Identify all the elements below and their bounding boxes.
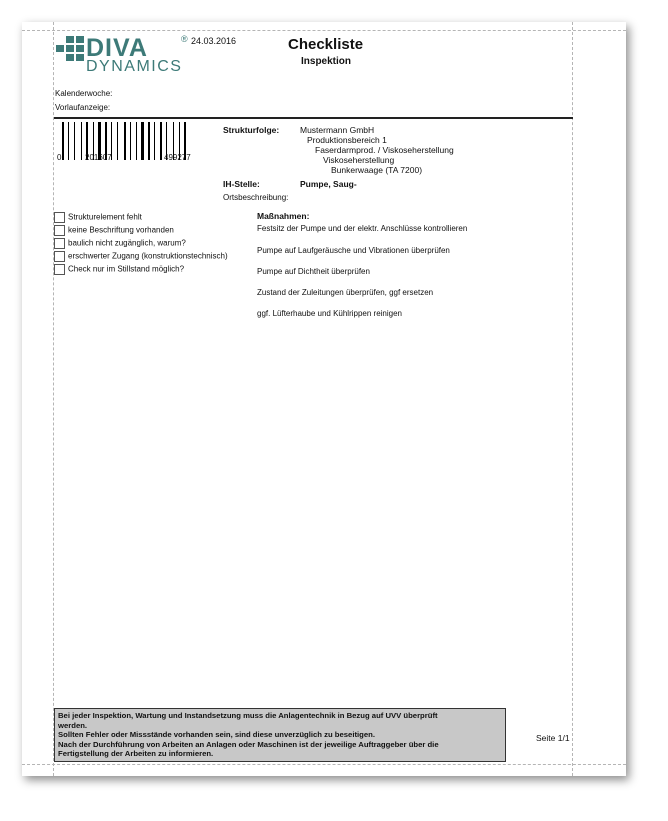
massnahme-item: Pumpe auf Laufgeräusche und Vibrationen überprüfen [257, 246, 450, 255]
guide-line [22, 764, 626, 765]
checkbox-label: erschwerter Zugang (konstruktionstechnisch) [68, 251, 228, 261]
checkbox[interactable] [54, 251, 65, 262]
massnahme-item: Zustand der Zuleitungen überprüfen, ggf ersetzen [257, 288, 434, 297]
massnahmen-label: Maßnahmen: [257, 211, 310, 221]
checkbox-label: baulich nicht zugänglich, warum? [68, 238, 186, 248]
barcode-bar [136, 122, 137, 160]
guide-line [22, 30, 626, 31]
strukturfolge-label: Strukturfolge: [223, 125, 280, 135]
report-date: 24.03.2016 [191, 36, 237, 46]
ortsbeschreibung-label: Ortsbeschreibung: [223, 193, 289, 202]
diva-dynamics-logo: DIVA ® DYNAMICS [56, 36, 186, 76]
checkbox-label: keine Beschriftung vorhanden [68, 225, 174, 235]
barcode-bar [124, 122, 126, 160]
barcode-bar [141, 122, 144, 160]
footer-line: Nach der Durchführung von Arbeiten an Anlagen oder Maschinen ist der jeweilige Auftraggeber über die [58, 739, 439, 749]
barcode-bar [117, 122, 118, 160]
barcode-bar [130, 122, 131, 160]
barcode-bar [148, 122, 150, 160]
page-title: Checkliste [288, 36, 364, 53]
footer-line: Fertigstellung der Arbeiten zu informieren. [58, 749, 214, 758]
barcode-digits-mid: 201607 [85, 153, 112, 162]
barcode-digit-left: 0 [57, 153, 62, 162]
struktur-line: Faserdarmprod. / Viskoseherstellung [315, 145, 454, 155]
struktur-line: Produktionsbereich 1 [307, 135, 387, 145]
ih-stelle-value: Pumpe, Saug- [300, 179, 357, 189]
report-page [22, 22, 626, 776]
checkbox-row[interactable] [54, 225, 174, 236]
page-number: Seite 1/1 [536, 733, 570, 743]
barcode-bar [81, 122, 82, 160]
struktur-line: Viskoseherstellung [323, 155, 395, 165]
barcode-digits-right: 499277 [164, 153, 191, 162]
checkbox-label: Strukturelement fehlt [68, 212, 142, 222]
guide-line [53, 22, 54, 776]
struktur-line: Bunkerwaage (TA 7200) [331, 165, 423, 175]
page-subtitle: Inspektion [301, 56, 352, 67]
barcode-bar [62, 122, 64, 160]
massnahme-item: ggf. Lüfterhaube und Kühlrippen reinigen [257, 309, 402, 318]
checkbox-label: Check nur im Stillstand möglich? [68, 264, 185, 274]
footer-line: Bei jeder Inspektion, Wartung und Instandsetzung muss die Anlagentechnik in Bezug auf UVV überprüft [58, 711, 438, 720]
header-divider [54, 117, 573, 119]
checkbox[interactable] [54, 264, 65, 275]
massnahme-item: Festsitz der Pumpe und der elektr. Anschlüsse kontrollieren [257, 224, 468, 233]
checkbox-row[interactable] [54, 251, 228, 262]
massnahme-item: Pumpe auf Dichtheit überprüfen [257, 267, 370, 276]
footer-notice [54, 708, 506, 762]
footer-line: werden. [58, 720, 88, 730]
barcode-bar [154, 122, 155, 160]
checkbox-row[interactable] [54, 238, 186, 249]
barcode-bar [74, 122, 75, 160]
checkbox-row[interactable] [54, 264, 184, 275]
checkbox[interactable] [54, 238, 65, 249]
checkbox[interactable] [54, 225, 65, 236]
barcode-bar [160, 122, 162, 160]
ih-stelle-label: IH-Stelle: [223, 179, 260, 189]
barcode-bar [68, 122, 69, 160]
checkbox[interactable] [54, 212, 65, 223]
footer-line: Sollten Fehler oder Missstände vorhanden sein, sind diese unverzüglich zu beseitigen. [58, 730, 375, 739]
struktur-line: Mustermann GmbH [300, 125, 375, 135]
checkbox-row[interactable] [54, 212, 142, 223]
guide-line [572, 22, 573, 776]
kalenderwoche-label: Kalenderwoche: [55, 89, 113, 98]
vorlaufanzeige-label: Vorlaufanzeige: [55, 103, 111, 112]
